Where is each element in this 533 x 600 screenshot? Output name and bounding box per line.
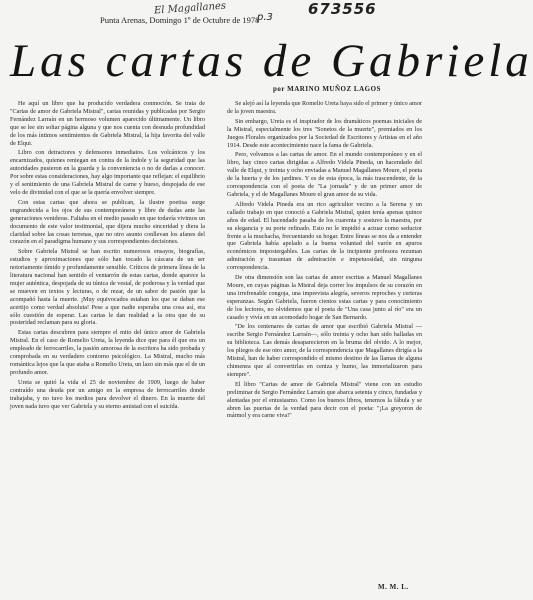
article-column-left — [10, 100, 205, 590]
paragraph: Alfredo Videla Pineda era un rico agricultor vecino a la Serena y un callado trabajo en que conoció a Gabriela Mistral, quien tenía apenas quince años de edad. El hacendado pasaba de los cuarenta y sostuvo la maestra, por su elegancia y su porte refinado. Esto no le impidió a actuar como seductor frente a la muchacha, frecuentando su hogar. Entre líneas se nos da a entender que Gabriela había apelado a la buena voluntad del varón en apuros económicos impostergables. Las cartas de la incipiente profesora rezuman admiración y trasuntan de admiración e impetuosidad, sin ninguna correspondencia. — [227, 200, 422, 272]
paragraph: Sobre Gabriela Mistral se han escrito numerosos ensayos, biografías, estudios y aproximaciones que sólo han tocado la cáscara de un ser notoriamente tímido y profundamente sensible. Críticos de primera línea de la literatura nacional han sentido el ventarrón de estas cartas, donde aparece la mujer auténtica, despojada de su túnica de vestal, de poderosa y la verdad que se mueven en textos y lecturas, o de rezar, de un sabor de pasión que la acompañó hasta la muerte. ¡Muy equivocados estaban los que se daban ese acertijo como verdad absoluta! Pese a que nadie esperaba una cosa así, era sólo cuestión de esperar. Las cartas le dan realidad a la otra que de su posteridad reclaman para su gloria. — [10, 248, 205, 327]
dateline: Punta Arenas, Domingo 1º de Octubre de 1978 — [100, 15, 260, 25]
paragraph: Libro con detractores y defensores inmediatos. Los volcánicos y los encarnizados, quienes reniegan en contra de la índole y la seguridad que las autoridades pusieron en la guarda y la conveniencia o no de darlas a conocer. Por sobre estas consideraciones, hay algo importante que reflejan: el equilibrio y el sentimiento de una Gabriela Mistral de carne y hueso, despojada de ese velo de divinidad con el que se la quería envolver siempre. — [10, 149, 206, 196]
article-column-right — [227, 100, 422, 580]
paragraph: De otra dimensión son las cartas de amor escritas a Manuel Magallanes Moure, en cuyas páginas la Mistral deja correr los impulsos de su corazón en una irrefrenable congoja, una imprevista alegría, severos reproches y certeras esperanzas. Según Gabriela, fueron cientos estas cartas y para conocimiento de los lectores, no olvidemos que el poeta de "Una casa junto al río" era un casado y vivía en un acomodado hogar de San Bernardo. — [227, 274, 422, 321]
handwritten-source-note: El Magallanes — [153, 0, 227, 17]
article-title: Las cartas de Gabriela — [10, 35, 533, 87]
paragraph: El libro "Cartas de amor de Gabriela Mistral" viene con un estudio preliminar de Sergio Fernández Larraín que abarca setenta y cinco, fundadas y alentadas por el entusiasmo. Como los buenos libros, tenemos la fábula y se abren las puertas de la verdad para decir con el poeta: "¡La greyoron de mármol y era carne viva!" — [227, 380, 422, 420]
paragraph: Sin embargo, Ureta es el inspirador de los dramáticos poemas iniciales de la Mistral, especialmente los tres "Sonetos de la muerte", premiados en los Juegos Florales organizados por la Sociedad de Escritores y Artistas en el año 1914. Desde este acontecimiento nace la fama de Gabriela. — [227, 117, 422, 149]
paragraph: He aquí un libro que ha producido verdadera conmoción. Se trata de "Cartas de amor de Gabriela Mistral", cartas reunidas y publicadas por Sergio Fernández Larraín en un hermoso volumen aparecido últimamente. Un libro que se lee sin soltar página alguna y que nos cuenta con desnuda profundidad de los más íntimos sentimientos de Gabriela Mistral, la hija favorita del valle de Elqui. — [10, 100, 205, 147]
paragraph: "De los centenares de cartas de amor que escribió Gabriela Mistral —escribe Sergio Fernández Larraín—, sólo treinta y ocho han sido halladas en su biblioteca. Las demás desaparecieron en la bruma del olvido. A lo mejor, los pliegos de ese otro amor, de la correspondencia que Magallanes dirigía a la Mistral, han de haber correspondido el mismo destino de las llamas de alguna chimenea que al convertirlas en ceniza y humo, las inmortalizaron para siempre". — [227, 323, 422, 378]
page-mark-note: p.3 — [257, 12, 273, 23]
paragraph: Con estas cartas que ahora se publican, la ilustre poetisa surge engrandecida a los ojos de sus contemporáneos y libre de dudas ante las generaciones venideras. Faltaba en el medio pasado en que todavía vivimos un documento de este valor testimonial, que dijera mucho sinceridad y diera la claridad sobre las cosas terrenas, que no otro asunto conllevan los afanes del corazón en el paradigma humano y sus correspondientes decisiones. — [10, 198, 205, 246]
paragraph: Pero, volvamos a las cartas de amor. En el mundo contemporáneo y en el libro, hay cinco cartas dirigidas a Alfredo Videla Pineda, un hacendado del valle de Elqui, y treinta y ocho enviadas a Manuel Magallanes Moure, el poeta de la huerta y de los jardines. Y es de esta época, la más trascendente, de la correspondencia con el poeta de "La jornada" y de un primer amor de Gabriela, y el de Magallanes Moure el gran amor de su vida. — [227, 151, 422, 198]
paragraph: Estas cartas descubren para siempre el mito del único amor de Gabriela Mistral. En el caso de Romelio Ureta, la leyenda dice que para él que era un empleado de ferrocarriles, la pasión amorosa de la escritora ha sido probada y comprobada en su verdadero contorno psicológico. La Mistral, mucho más romántica lejos que la que ataba a Romelio Ureta, un lazo sin más que el de un profundo amor. — [10, 329, 206, 376]
author-signature: M. M. L. — [378, 583, 409, 591]
paragraph: Ureta se quitó la vida el 25 de noviembre de 1909, luego de haber contraído una deuda por un amigo en la empresa de ferrocarriles donde trabajaba, y no tuvo los medios para devolver el dinero. En la muerte del joven nada tuvo que ver Gabriela y su eterno amistad con el suicida. — [10, 378, 205, 410]
archive-code-note: 673556 — [308, 0, 377, 18]
byline: por MARINO MUÑOZ LAGOS — [273, 85, 381, 93]
paragraph: Se alejó así la leyenda que Romelio Ureta haya sido el primer y único amor de la joven maestra. — [227, 100, 422, 115]
